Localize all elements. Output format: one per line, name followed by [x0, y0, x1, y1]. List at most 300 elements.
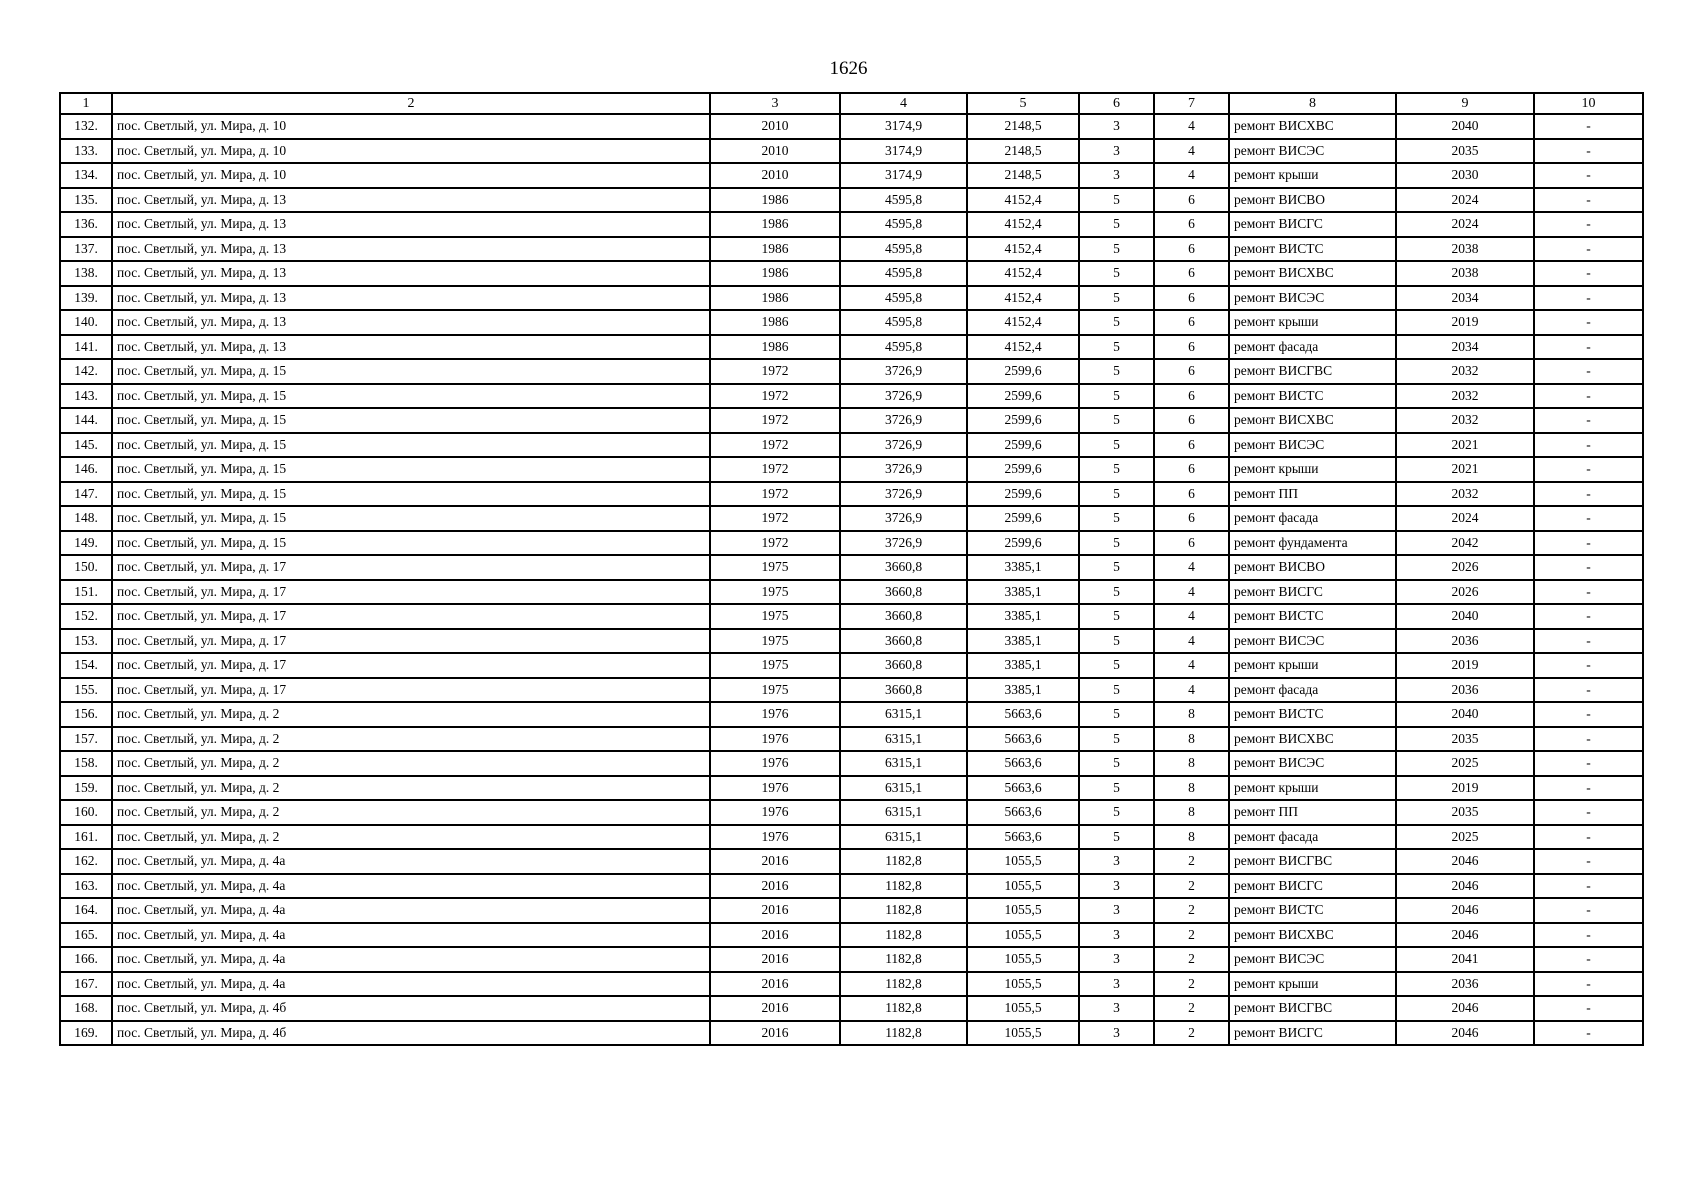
- floors-cell: 3: [1079, 923, 1154, 948]
- table-row: [60, 555, 1643, 580]
- address-cell: пос. Светлый, ул. Мира, д. 15: [112, 433, 710, 458]
- work-type-cell: ремонт ВИСХВС: [1229, 408, 1396, 433]
- year-cell: 1976: [710, 800, 840, 825]
- total-area-cell: 3726,9: [840, 384, 967, 409]
- entrances-cell: 4: [1154, 580, 1229, 605]
- total-area-cell: 4595,8: [840, 310, 967, 335]
- table-row: [60, 604, 1643, 629]
- table-row: [60, 531, 1643, 556]
- planned-year-cell: 2038: [1396, 237, 1534, 262]
- entrances-cell: 6: [1154, 261, 1229, 286]
- living-area-cell: 2148,5: [967, 139, 1079, 164]
- row-number: 153.: [60, 629, 112, 654]
- entrances-cell: 8: [1154, 800, 1229, 825]
- living-area-cell: 3385,1: [967, 653, 1079, 678]
- year-cell: 1975: [710, 629, 840, 654]
- planned-year-cell: 2019: [1396, 653, 1534, 678]
- row-number: 143.: [60, 384, 112, 409]
- row-number: 166.: [60, 947, 112, 972]
- address-cell: пос. Светлый, ул. Мира, д. 15: [112, 384, 710, 409]
- entrances-cell: 4: [1154, 653, 1229, 678]
- row-number: 140.: [60, 310, 112, 335]
- address-cell: пос. Светлый, ул. Мира, д. 15: [112, 359, 710, 384]
- entrances-cell: 8: [1154, 751, 1229, 776]
- address-cell: пос. Светлый, ул. Мира, д. 4а: [112, 947, 710, 972]
- total-area-cell: 3174,9: [840, 139, 967, 164]
- row-number: 149.: [60, 531, 112, 556]
- total-area-cell: 6315,1: [840, 825, 967, 850]
- address-cell: пос. Светлый, ул. Мира, д. 2: [112, 776, 710, 801]
- work-type-cell: ремонт крыши: [1229, 972, 1396, 997]
- planned-year-cell: 2046: [1396, 1021, 1534, 1046]
- address-cell: пос. Светлый, ул. Мира, д. 4а: [112, 923, 710, 948]
- table-row: [60, 996, 1643, 1021]
- note-cell: -: [1534, 653, 1643, 678]
- note-cell: -: [1534, 947, 1643, 972]
- living-area-cell: 2599,6: [967, 457, 1079, 482]
- note-cell: -: [1534, 849, 1643, 874]
- floors-cell: 5: [1079, 531, 1154, 556]
- living-area-cell: 2148,5: [967, 163, 1079, 188]
- entrances-cell: 6: [1154, 531, 1229, 556]
- year-cell: 1972: [710, 531, 840, 556]
- row-number: 155.: [60, 678, 112, 703]
- table-row: [60, 506, 1643, 531]
- table-row: [60, 286, 1643, 311]
- total-area-cell: 3174,9: [840, 163, 967, 188]
- floors-cell: 5: [1079, 580, 1154, 605]
- address-cell: пос. Светлый, ул. Мира, д. 13: [112, 286, 710, 311]
- living-area-cell: 5663,6: [967, 702, 1079, 727]
- note-cell: -: [1534, 678, 1643, 703]
- year-cell: 2016: [710, 849, 840, 874]
- floors-cell: 5: [1079, 261, 1154, 286]
- total-area-cell: 3660,8: [840, 604, 967, 629]
- note-cell: -: [1534, 482, 1643, 507]
- entrances-cell: 2: [1154, 996, 1229, 1021]
- year-cell: 1972: [710, 506, 840, 531]
- row-number: 145.: [60, 433, 112, 458]
- living-area-cell: 2599,6: [967, 359, 1079, 384]
- planned-year-cell: 2040: [1396, 604, 1534, 629]
- entrances-cell: 2: [1154, 898, 1229, 923]
- total-area-cell: 3660,8: [840, 653, 967, 678]
- table-row: [60, 849, 1643, 874]
- living-area-cell: 5663,6: [967, 727, 1079, 752]
- total-area-cell: 4595,8: [840, 261, 967, 286]
- row-number: 138.: [60, 261, 112, 286]
- table-row: [60, 261, 1643, 286]
- planned-year-cell: 2026: [1396, 580, 1534, 605]
- total-area-cell: 4595,8: [840, 237, 967, 262]
- year-cell: 2016: [710, 1021, 840, 1046]
- work-type-cell: ремонт ВИСЭС: [1229, 139, 1396, 164]
- total-area-cell: 1182,8: [840, 1021, 967, 1046]
- living-area-cell: 2599,6: [967, 482, 1079, 507]
- row-number: 162.: [60, 849, 112, 874]
- entrances-cell: 6: [1154, 359, 1229, 384]
- living-area-cell: 4152,4: [967, 212, 1079, 237]
- entrances-cell: 6: [1154, 506, 1229, 531]
- row-number: 160.: [60, 800, 112, 825]
- address-cell: пос. Светлый, ул. Мира, д. 15: [112, 408, 710, 433]
- row-number: 146.: [60, 457, 112, 482]
- row-number: 164.: [60, 898, 112, 923]
- register-table: [59, 92, 1644, 1046]
- note-cell: -: [1534, 114, 1643, 139]
- living-area-cell: 1055,5: [967, 874, 1079, 899]
- address-cell: пос. Светлый, ул. Мира, д. 17: [112, 555, 710, 580]
- work-type-cell: ремонт крыши: [1229, 653, 1396, 678]
- planned-year-cell: 2021: [1396, 433, 1534, 458]
- entrances-cell: 2: [1154, 947, 1229, 972]
- row-number: 139.: [60, 286, 112, 311]
- row-number: 133.: [60, 139, 112, 164]
- year-cell: 1972: [710, 408, 840, 433]
- note-cell: -: [1534, 996, 1643, 1021]
- table-row: [60, 114, 1643, 139]
- year-cell: 1986: [710, 261, 840, 286]
- living-area-cell: 5663,6: [967, 751, 1079, 776]
- address-cell: пос. Светлый, ул. Мира, д. 2: [112, 825, 710, 850]
- work-type-cell: ремонт ВИСХВС: [1229, 114, 1396, 139]
- row-number: 165.: [60, 923, 112, 948]
- year-cell: 2016: [710, 923, 840, 948]
- address-cell: пос. Светлый, ул. Мира, д. 4б: [112, 996, 710, 1021]
- total-area-cell: 6315,1: [840, 776, 967, 801]
- table-row: [60, 139, 1643, 164]
- total-area-cell: 3726,9: [840, 433, 967, 458]
- floors-cell: 5: [1079, 359, 1154, 384]
- planned-year-cell: 2040: [1396, 114, 1534, 139]
- planned-year-cell: 2041: [1396, 947, 1534, 972]
- living-area-cell: 3385,1: [967, 678, 1079, 703]
- entrances-cell: 6: [1154, 457, 1229, 482]
- year-cell: 2016: [710, 898, 840, 923]
- planned-year-cell: 2046: [1396, 898, 1534, 923]
- table-row: [60, 188, 1643, 213]
- note-cell: -: [1534, 898, 1643, 923]
- year-cell: 1972: [710, 359, 840, 384]
- living-area-cell: 2148,5: [967, 114, 1079, 139]
- entrances-cell: 6: [1154, 212, 1229, 237]
- address-cell: пос. Светлый, ул. Мира, д. 13: [112, 237, 710, 262]
- year-cell: 1972: [710, 457, 840, 482]
- address-cell: пос. Светлый, ул. Мира, д. 4б: [112, 1021, 710, 1046]
- year-cell: 1976: [710, 776, 840, 801]
- floors-cell: 3: [1079, 1021, 1154, 1046]
- floors-cell: 5: [1079, 653, 1154, 678]
- column-header: 9: [1396, 93, 1534, 114]
- table-row: [60, 433, 1643, 458]
- total-area-cell: 3660,8: [840, 580, 967, 605]
- living-area-cell: 1055,5: [967, 898, 1079, 923]
- total-area-cell: 6315,1: [840, 727, 967, 752]
- table-row: [60, 947, 1643, 972]
- work-type-cell: ремонт крыши: [1229, 457, 1396, 482]
- living-area-cell: 3385,1: [967, 629, 1079, 654]
- address-cell: пос. Светлый, ул. Мира, д. 13: [112, 188, 710, 213]
- address-cell: пос. Светлый, ул. Мира, д. 15: [112, 506, 710, 531]
- planned-year-cell: 2035: [1396, 727, 1534, 752]
- work-type-cell: ремонт ВИСТС: [1229, 384, 1396, 409]
- planned-year-cell: 2046: [1396, 996, 1534, 1021]
- work-type-cell: ремонт ВИСГС: [1229, 1021, 1396, 1046]
- note-cell: -: [1534, 604, 1643, 629]
- work-type-cell: ремонт ВИСХВС: [1229, 923, 1396, 948]
- table-row: [60, 702, 1643, 727]
- table-row: [60, 335, 1643, 360]
- total-area-cell: 3726,9: [840, 359, 967, 384]
- total-area-cell: 3726,9: [840, 457, 967, 482]
- address-cell: пос. Светлый, ул. Мира, д. 10: [112, 114, 710, 139]
- planned-year-cell: 2046: [1396, 923, 1534, 948]
- planned-year-cell: 2030: [1396, 163, 1534, 188]
- column-header: 5: [967, 93, 1079, 114]
- entrances-cell: 4: [1154, 114, 1229, 139]
- floors-cell: 5: [1079, 310, 1154, 335]
- planned-year-cell: 2024: [1396, 506, 1534, 531]
- address-cell: пос. Светлый, ул. Мира, д. 2: [112, 751, 710, 776]
- row-number: 163.: [60, 874, 112, 899]
- address-cell: пос. Светлый, ул. Мира, д. 4а: [112, 898, 710, 923]
- row-number: 137.: [60, 237, 112, 262]
- living-area-cell: 4152,4: [967, 261, 1079, 286]
- floors-cell: 5: [1079, 482, 1154, 507]
- row-number: 151.: [60, 580, 112, 605]
- year-cell: 2016: [710, 947, 840, 972]
- floors-cell: 5: [1079, 384, 1154, 409]
- column-header: 1: [60, 93, 112, 114]
- row-number: 144.: [60, 408, 112, 433]
- floors-cell: 5: [1079, 678, 1154, 703]
- entrances-cell: 4: [1154, 604, 1229, 629]
- year-cell: 1972: [710, 384, 840, 409]
- work-type-cell: ремонт ВИСХВС: [1229, 261, 1396, 286]
- year-cell: 2010: [710, 139, 840, 164]
- total-area-cell: 1182,8: [840, 947, 967, 972]
- entrances-cell: 6: [1154, 384, 1229, 409]
- living-area-cell: 2599,6: [967, 506, 1079, 531]
- total-area-cell: 1182,8: [840, 996, 967, 1021]
- floors-cell: 5: [1079, 335, 1154, 360]
- planned-year-cell: 2035: [1396, 139, 1534, 164]
- entrances-cell: 2: [1154, 874, 1229, 899]
- floors-cell: 5: [1079, 286, 1154, 311]
- work-type-cell: ремонт ВИСЭС: [1229, 286, 1396, 311]
- work-type-cell: ремонт фасада: [1229, 335, 1396, 360]
- row-number: 156.: [60, 702, 112, 727]
- floors-cell: 3: [1079, 947, 1154, 972]
- address-cell: пос. Светлый, ул. Мира, д. 13: [112, 335, 710, 360]
- row-number: 142.: [60, 359, 112, 384]
- living-area-cell: 4152,4: [967, 286, 1079, 311]
- column-header: 4: [840, 93, 967, 114]
- living-area-cell: 4152,4: [967, 237, 1079, 262]
- planned-year-cell: 2042: [1396, 531, 1534, 556]
- note-cell: -: [1534, 408, 1643, 433]
- entrances-cell: 6: [1154, 237, 1229, 262]
- row-number: 152.: [60, 604, 112, 629]
- year-cell: 1986: [710, 237, 840, 262]
- note-cell: -: [1534, 874, 1643, 899]
- planned-year-cell: 2019: [1396, 310, 1534, 335]
- living-area-cell: 1055,5: [967, 849, 1079, 874]
- planned-year-cell: 2040: [1396, 702, 1534, 727]
- entrances-cell: 2: [1154, 1021, 1229, 1046]
- floors-cell: 5: [1079, 433, 1154, 458]
- entrances-cell: 8: [1154, 776, 1229, 801]
- living-area-cell: 5663,6: [967, 776, 1079, 801]
- row-number: 136.: [60, 212, 112, 237]
- column-header: 2: [112, 93, 710, 114]
- entrances-cell: 2: [1154, 923, 1229, 948]
- planned-year-cell: 2036: [1396, 629, 1534, 654]
- table-row: [60, 163, 1643, 188]
- work-type-cell: ремонт крыши: [1229, 310, 1396, 335]
- entrances-cell: 6: [1154, 188, 1229, 213]
- floors-cell: 3: [1079, 163, 1154, 188]
- note-cell: -: [1534, 972, 1643, 997]
- total-area-cell: 1182,8: [840, 923, 967, 948]
- work-type-cell: ремонт ВИСЭС: [1229, 751, 1396, 776]
- column-header: 8: [1229, 93, 1396, 114]
- address-cell: пос. Светлый, ул. Мира, д. 2: [112, 800, 710, 825]
- year-cell: 1972: [710, 482, 840, 507]
- living-area-cell: 5663,6: [967, 800, 1079, 825]
- address-cell: пос. Светлый, ул. Мира, д. 2: [112, 702, 710, 727]
- floors-cell: 3: [1079, 972, 1154, 997]
- floors-cell: 3: [1079, 114, 1154, 139]
- work-type-cell: ремонт ВИСГС: [1229, 580, 1396, 605]
- note-cell: -: [1534, 139, 1643, 164]
- work-type-cell: ремонт ВИСГС: [1229, 212, 1396, 237]
- address-cell: пос. Светлый, ул. Мира, д. 13: [112, 310, 710, 335]
- note-cell: -: [1534, 555, 1643, 580]
- row-number: 141.: [60, 335, 112, 360]
- planned-year-cell: 2038: [1396, 261, 1534, 286]
- total-area-cell: 3660,8: [840, 629, 967, 654]
- floors-cell: 5: [1079, 212, 1154, 237]
- row-number: 168.: [60, 996, 112, 1021]
- address-cell: пос. Светлый, ул. Мира, д. 17: [112, 629, 710, 654]
- table-row: [60, 825, 1643, 850]
- address-cell: пос. Светлый, ул. Мира, д. 15: [112, 482, 710, 507]
- note-cell: -: [1534, 286, 1643, 311]
- work-type-cell: ремонт ВИСТС: [1229, 898, 1396, 923]
- note-cell: -: [1534, 580, 1643, 605]
- row-number: 132.: [60, 114, 112, 139]
- table-row: [60, 972, 1643, 997]
- total-area-cell: 3726,9: [840, 482, 967, 507]
- total-area-cell: 6315,1: [840, 751, 967, 776]
- floors-cell: 5: [1079, 237, 1154, 262]
- row-number: 150.: [60, 555, 112, 580]
- total-area-cell: 3726,9: [840, 408, 967, 433]
- year-cell: 1986: [710, 212, 840, 237]
- row-number: 157.: [60, 727, 112, 752]
- year-cell: 1986: [710, 335, 840, 360]
- living-area-cell: 3385,1: [967, 555, 1079, 580]
- address-cell: пос. Светлый, ул. Мира, д. 10: [112, 139, 710, 164]
- header-row: [60, 93, 1643, 114]
- entrances-cell: 4: [1154, 555, 1229, 580]
- planned-year-cell: 2046: [1396, 874, 1534, 899]
- total-area-cell: 1182,8: [840, 972, 967, 997]
- entrances-cell: 4: [1154, 139, 1229, 164]
- row-number: 169.: [60, 1021, 112, 1046]
- floors-cell: 5: [1079, 825, 1154, 850]
- work-type-cell: ремонт фундамента: [1229, 531, 1396, 556]
- address-cell: пос. Светлый, ул. Мира, д. 13: [112, 261, 710, 286]
- planned-year-cell: 2024: [1396, 212, 1534, 237]
- address-cell: пос. Светлый, ул. Мира, д. 17: [112, 678, 710, 703]
- living-area-cell: 1055,5: [967, 972, 1079, 997]
- planned-year-cell: 2036: [1396, 972, 1534, 997]
- entrances-cell: 2: [1154, 849, 1229, 874]
- total-area-cell: 4595,8: [840, 335, 967, 360]
- planned-year-cell: 2036: [1396, 678, 1534, 703]
- note-cell: -: [1534, 212, 1643, 237]
- work-type-cell: ремонт фасада: [1229, 678, 1396, 703]
- living-area-cell: 4152,4: [967, 188, 1079, 213]
- living-area-cell: 2599,6: [967, 384, 1079, 409]
- note-cell: -: [1534, 261, 1643, 286]
- living-area-cell: 2599,6: [967, 531, 1079, 556]
- note-cell: -: [1534, 335, 1643, 360]
- floors-cell: 3: [1079, 898, 1154, 923]
- floors-cell: 3: [1079, 139, 1154, 164]
- page-number: 1626: [829, 58, 868, 79]
- work-type-cell: ремонт ВИСГС: [1229, 874, 1396, 899]
- row-number: 167.: [60, 972, 112, 997]
- work-type-cell: ремонт ВИСЭС: [1229, 629, 1396, 654]
- planned-year-cell: 2024: [1396, 188, 1534, 213]
- living-area-cell: 3385,1: [967, 604, 1079, 629]
- row-number: 159.: [60, 776, 112, 801]
- table-row: [60, 310, 1643, 335]
- note-cell: -: [1534, 751, 1643, 776]
- work-type-cell: ремонт ВИСВО: [1229, 188, 1396, 213]
- work-type-cell: ремонт ПП: [1229, 800, 1396, 825]
- note-cell: -: [1534, 359, 1643, 384]
- work-type-cell: ремонт фасада: [1229, 506, 1396, 531]
- year-cell: 1976: [710, 825, 840, 850]
- table-row: [60, 580, 1643, 605]
- planned-year-cell: 2021: [1396, 457, 1534, 482]
- year-cell: 1986: [710, 188, 840, 213]
- floors-cell: 5: [1079, 776, 1154, 801]
- column-header: 6: [1079, 93, 1154, 114]
- total-area-cell: 6315,1: [840, 702, 967, 727]
- note-cell: -: [1534, 384, 1643, 409]
- planned-year-cell: 2046: [1396, 849, 1534, 874]
- note-cell: -: [1534, 629, 1643, 654]
- year-cell: 1975: [710, 653, 840, 678]
- work-type-cell: ремонт ВИСЭС: [1229, 947, 1396, 972]
- work-type-cell: ремонт ВИСТС: [1229, 237, 1396, 262]
- year-cell: 1976: [710, 702, 840, 727]
- total-area-cell: 1182,8: [840, 898, 967, 923]
- floors-cell: 5: [1079, 800, 1154, 825]
- row-number: 135.: [60, 188, 112, 213]
- floors-cell: 3: [1079, 874, 1154, 899]
- living-area-cell: 4152,4: [967, 335, 1079, 360]
- table-row: [60, 898, 1643, 923]
- total-area-cell: 6315,1: [840, 800, 967, 825]
- work-type-cell: ремонт ВИСЭС: [1229, 433, 1396, 458]
- note-cell: -: [1534, 702, 1643, 727]
